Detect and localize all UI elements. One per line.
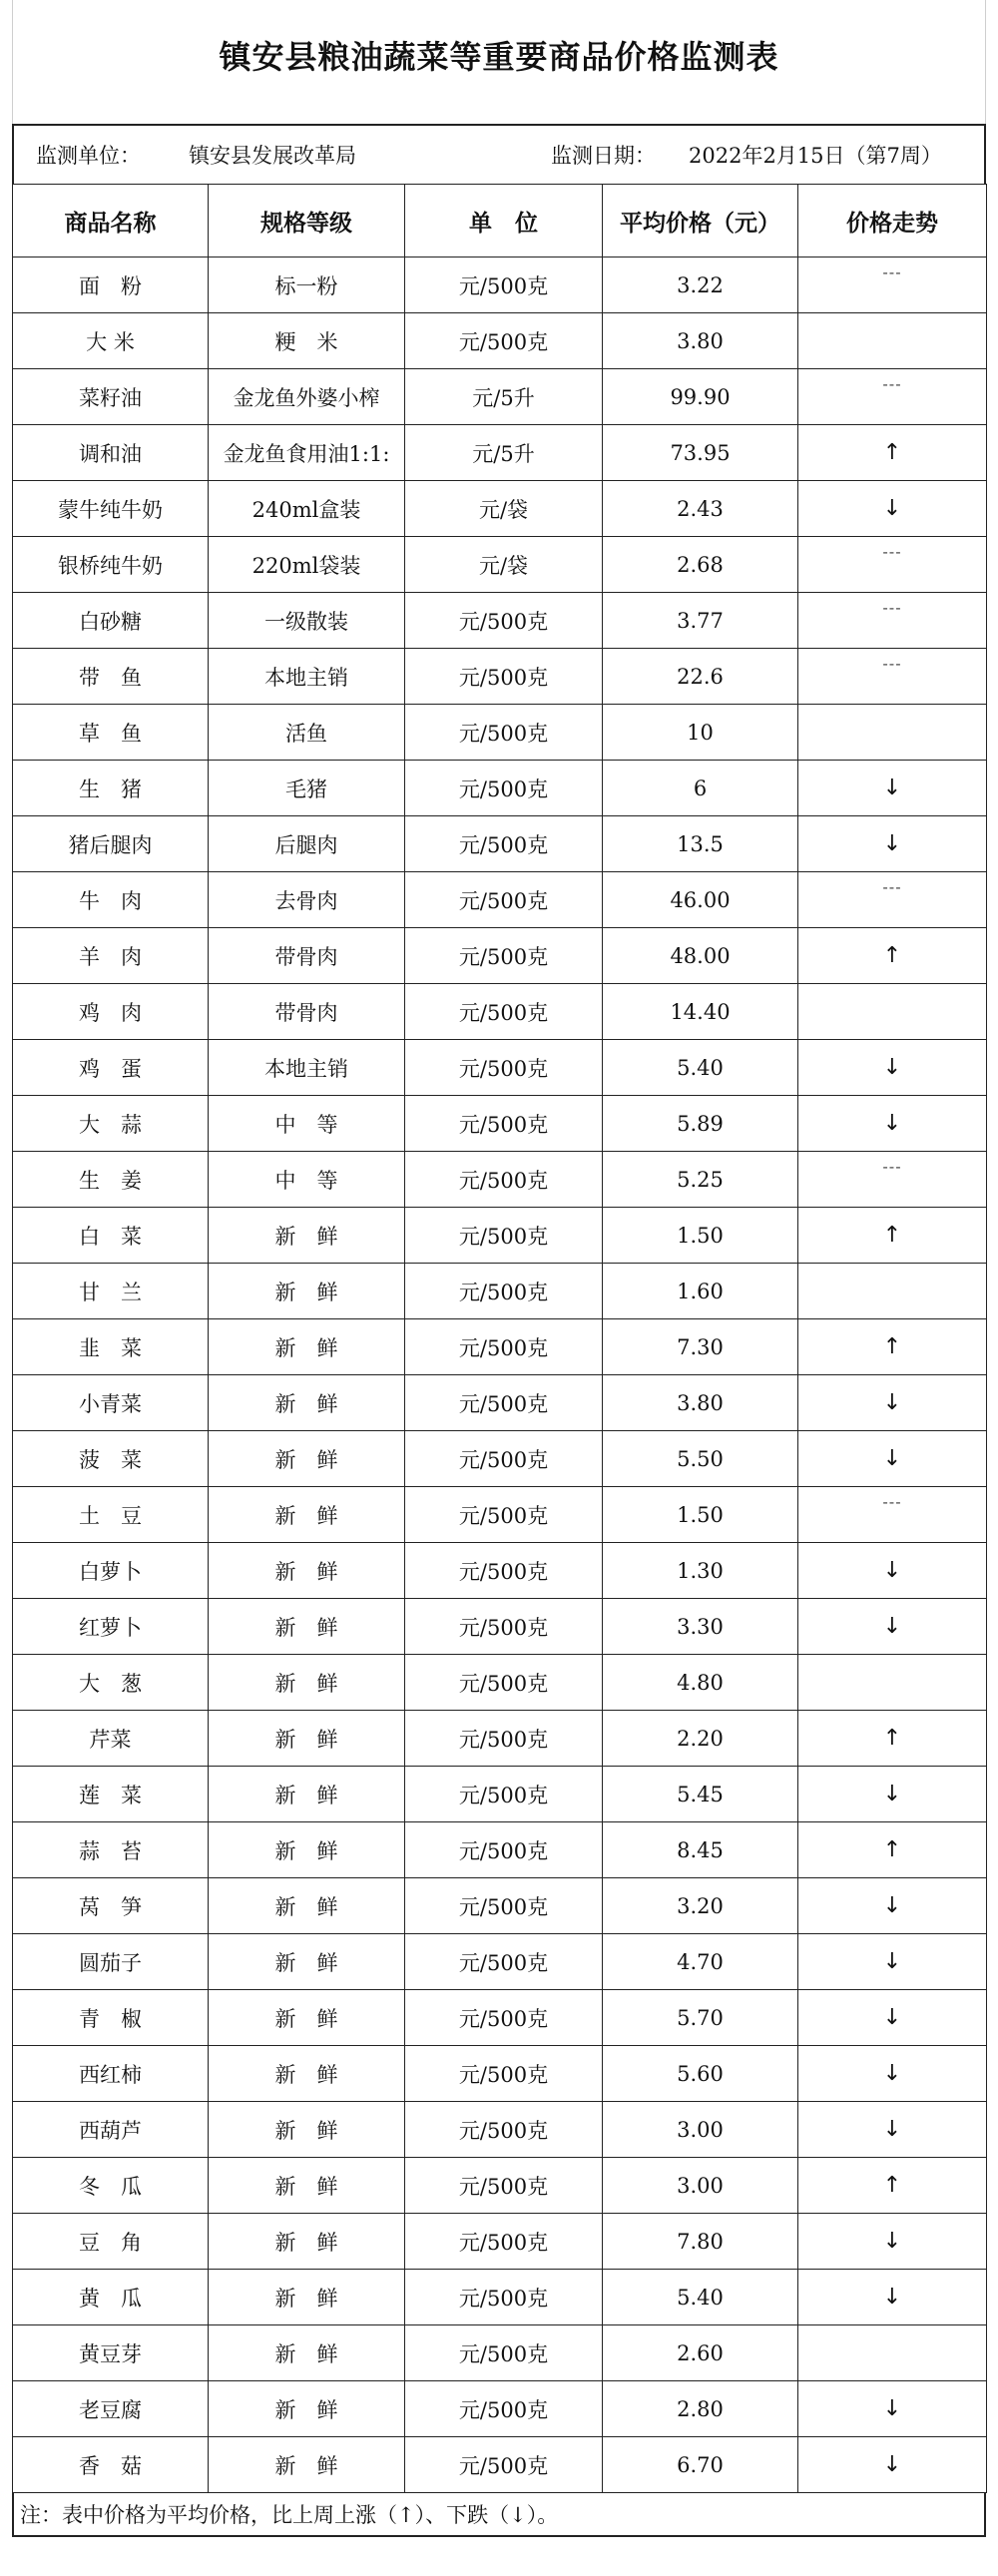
spec-cell: 新 鲜 bbox=[209, 1990, 405, 2046]
unit-cell: 元/500克 bbox=[405, 2046, 603, 2102]
trend-cell bbox=[798, 1543, 987, 1599]
dash-mark: --- bbox=[882, 543, 902, 561]
table-row bbox=[13, 481, 987, 537]
item-name-cell: 韭 菜 bbox=[13, 1319, 209, 1375]
price-cell: 1.30 bbox=[603, 1543, 798, 1599]
trend-cell bbox=[798, 1208, 987, 1264]
table-row bbox=[13, 1319, 987, 1375]
table-row bbox=[13, 761, 987, 816]
arrow-down-icon: ↓ bbox=[882, 1782, 902, 1806]
trend-cell bbox=[798, 1822, 987, 1878]
item-name-cell: 老豆腐 bbox=[13, 2381, 209, 2437]
item-name-cell: 白 菜 bbox=[13, 1208, 209, 1264]
trend-cell bbox=[798, 705, 987, 761]
price-cell: 5.60 bbox=[603, 2046, 798, 2102]
price-cell: 46.00 bbox=[603, 872, 798, 928]
table-row bbox=[13, 1990, 987, 2046]
unit-cell: 元/500克 bbox=[405, 1487, 603, 1543]
trend-cell bbox=[798, 872, 987, 928]
spec-cell: 活鱼 bbox=[209, 705, 405, 761]
price-cell: 48.00 bbox=[603, 928, 798, 984]
dash-mark: --- bbox=[882, 655, 902, 673]
arrow-up-icon: ↑ bbox=[882, 440, 902, 465]
item-name-cell: 带 鱼 bbox=[13, 649, 209, 705]
item-name-cell: 西葫芦 bbox=[13, 2102, 209, 2158]
trend-cell bbox=[798, 1431, 987, 1487]
unit-cell: 元/500克 bbox=[405, 2437, 603, 2493]
item-name-cell: 蒙牛纯牛奶 bbox=[13, 481, 209, 537]
spec-cell: 新 鲜 bbox=[209, 2214, 405, 2270]
spec-cell: 新 鲜 bbox=[209, 1767, 405, 1822]
item-name-cell: 芹菜 bbox=[13, 1711, 209, 1767]
arrow-down-icon: ↓ bbox=[882, 1614, 902, 1639]
arrow-down-icon: ↓ bbox=[882, 831, 902, 856]
trend-cell bbox=[798, 816, 987, 872]
price-cell: 3.20 bbox=[603, 1878, 798, 1934]
price-cell: 3.30 bbox=[603, 1599, 798, 1655]
arrow-down-icon: ↓ bbox=[882, 1949, 902, 1974]
spec-cell: 新 鲜 bbox=[209, 1375, 405, 1431]
table-row bbox=[13, 369, 987, 425]
spec-cell: 新 鲜 bbox=[209, 1431, 405, 1487]
price-cell: 13.5 bbox=[603, 816, 798, 872]
unit-cell: 元/500克 bbox=[405, 2325, 603, 2381]
trend-cell bbox=[798, 2270, 987, 2325]
unit-value: 镇安县发展改革局 bbox=[189, 144, 356, 168]
unit-cell: 元/500克 bbox=[405, 1934, 603, 1990]
spec-cell: 新 鲜 bbox=[209, 1934, 405, 1990]
trend-cell bbox=[798, 1152, 987, 1208]
spec-cell: 后腿肉 bbox=[209, 816, 405, 872]
spec-cell: 带骨肉 bbox=[209, 928, 405, 984]
price-cell: 1.50 bbox=[603, 1208, 798, 1264]
price-cell: 99.90 bbox=[603, 369, 798, 425]
spec-cell: 一级散装 bbox=[209, 593, 405, 649]
unit-cell: 元/500克 bbox=[405, 1543, 603, 1599]
spec-cell: 新 鲜 bbox=[209, 1878, 405, 1934]
table-row bbox=[13, 1878, 987, 1934]
spec-cell: 新 鲜 bbox=[209, 1822, 405, 1878]
price-cell: 4.70 bbox=[603, 1934, 798, 1990]
trend-cell bbox=[798, 2381, 987, 2437]
trend-cell bbox=[798, 1040, 987, 1096]
item-name-cell: 大 米 bbox=[13, 313, 209, 369]
spec-cell: 新 鲜 bbox=[209, 1487, 405, 1543]
price-cell: 73.95 bbox=[603, 425, 798, 481]
date-label: 监测日期： bbox=[551, 144, 656, 168]
unit-cell: 元/500克 bbox=[405, 1319, 603, 1375]
table-row bbox=[13, 1822, 987, 1878]
spec-cell: 本地主销 bbox=[209, 649, 405, 705]
trend-cell bbox=[798, 2437, 987, 2493]
price-sheet bbox=[12, 0, 986, 2537]
spec-cell: 金龙鱼外婆小榨 bbox=[209, 369, 405, 425]
price-cell: 8.45 bbox=[603, 1822, 798, 1878]
table-row bbox=[13, 1487, 987, 1543]
price-cell: 6 bbox=[603, 761, 798, 816]
footnote: 注：表中价格为平均价格，比上周上涨（↑）、下跌（↓）。 bbox=[12, 2493, 986, 2537]
unit-cell: 元/500克 bbox=[405, 2214, 603, 2270]
price-cell: 6.70 bbox=[603, 2437, 798, 2493]
item-name-cell: 大 葱 bbox=[13, 1655, 209, 1711]
item-name-cell: 圆茄子 bbox=[13, 1934, 209, 1990]
arrow-down-icon: ↓ bbox=[882, 2396, 902, 2421]
spec-cell: 220ml袋装 bbox=[209, 537, 405, 593]
spec-cell: 新 鲜 bbox=[209, 1208, 405, 1264]
item-name-cell: 面 粉 bbox=[13, 258, 209, 313]
trend-cell bbox=[798, 1934, 987, 1990]
item-name-cell: 香 菇 bbox=[13, 2437, 209, 2493]
spec-cell: 新 鲜 bbox=[209, 1543, 405, 1599]
price-cell: 3.80 bbox=[603, 1375, 798, 1431]
price-cell: 2.20 bbox=[603, 1711, 798, 1767]
price-cell: 5.50 bbox=[603, 1431, 798, 1487]
unit-cell: 元/500克 bbox=[405, 1096, 603, 1152]
price-cell: 2.43 bbox=[603, 481, 798, 537]
unit-cell: 元/500克 bbox=[405, 649, 603, 705]
table-row bbox=[13, 313, 987, 369]
price-cell: 14.40 bbox=[603, 984, 798, 1040]
arrow-down-icon: ↓ bbox=[882, 2229, 902, 2254]
table-row bbox=[13, 1767, 987, 1822]
arrow-down-icon: ↓ bbox=[882, 1446, 902, 1471]
trend-cell bbox=[798, 258, 987, 313]
item-name-cell: 蒜 苔 bbox=[13, 1822, 209, 1878]
unit-cell: 元/500克 bbox=[405, 761, 603, 816]
unit-cell: 元/500克 bbox=[405, 2158, 603, 2214]
spec-cell: 240ml盒装 bbox=[209, 481, 405, 537]
spec-cell: 新 鲜 bbox=[209, 2381, 405, 2437]
price-cell: 5.45 bbox=[603, 1767, 798, 1822]
item-name-cell: 银桥纯牛奶 bbox=[13, 537, 209, 593]
table-row bbox=[13, 872, 987, 928]
header-unit: 单 位 bbox=[405, 185, 603, 258]
header-trend: 价格走势 bbox=[798, 185, 987, 258]
price-cell: 10 bbox=[603, 705, 798, 761]
price-cell: 3.80 bbox=[603, 313, 798, 369]
table-row bbox=[13, 1655, 987, 1711]
table-row bbox=[13, 1096, 987, 1152]
trend-cell bbox=[798, 1487, 987, 1543]
item-name-cell: 土 豆 bbox=[13, 1487, 209, 1543]
unit-cell: 元/500克 bbox=[405, 1040, 603, 1096]
trend-cell bbox=[798, 1767, 987, 1822]
header-row bbox=[13, 185, 987, 258]
header-name: 商品名称 bbox=[13, 185, 209, 258]
item-name-cell: 生 姜 bbox=[13, 1152, 209, 1208]
spec-cell: 毛猪 bbox=[209, 761, 405, 816]
table-row bbox=[13, 258, 987, 313]
price-cell: 7.30 bbox=[603, 1319, 798, 1375]
unit-cell: 元/500克 bbox=[405, 984, 603, 1040]
info-bar bbox=[12, 124, 986, 184]
unit-cell: 元/500克 bbox=[405, 1264, 603, 1319]
item-name-cell: 黄豆芽 bbox=[13, 2325, 209, 2381]
spec-cell: 新 鲜 bbox=[209, 1711, 405, 1767]
table-row bbox=[13, 2214, 987, 2270]
item-name-cell: 莴 笋 bbox=[13, 1878, 209, 1934]
table-row bbox=[13, 1431, 987, 1487]
trend-cell bbox=[798, 2325, 987, 2381]
trend-cell bbox=[798, 1375, 987, 1431]
arrow-down-icon: ↓ bbox=[882, 1390, 902, 1415]
unit-cell: 元/袋 bbox=[405, 481, 603, 537]
price-cell: 2.80 bbox=[603, 2381, 798, 2437]
price-cell: 2.68 bbox=[603, 537, 798, 593]
unit-cell: 元/500克 bbox=[405, 816, 603, 872]
unit-cell: 元/500克 bbox=[405, 1990, 603, 2046]
dash-mark: --- bbox=[882, 375, 902, 393]
trend-cell bbox=[798, 1655, 987, 1711]
item-name-cell: 牛 肉 bbox=[13, 872, 209, 928]
spec-cell: 粳 米 bbox=[209, 313, 405, 369]
dash-mark: --- bbox=[882, 878, 902, 896]
arrow-down-icon: ↓ bbox=[882, 2452, 902, 2477]
item-name-cell: 鸡 蛋 bbox=[13, 1040, 209, 1096]
unit-cell: 元/500克 bbox=[405, 872, 603, 928]
unit-cell: 元/500克 bbox=[405, 1375, 603, 1431]
table-body bbox=[13, 258, 987, 2493]
dash-mark: --- bbox=[882, 263, 902, 281]
date-value: 2022年2月15日（第7周） bbox=[689, 144, 942, 168]
unit-cell: 元/5升 bbox=[405, 369, 603, 425]
table-row bbox=[13, 649, 987, 705]
item-name-cell: 菠 菜 bbox=[13, 1431, 209, 1487]
page-title: 镇安县粮油蔬菜等重要商品价格监测表 bbox=[12, 0, 986, 110]
trend-cell bbox=[798, 537, 987, 593]
item-name-cell: 小青菜 bbox=[13, 1375, 209, 1431]
price-cell: 5.40 bbox=[603, 2270, 798, 2325]
arrow-down-icon: ↓ bbox=[882, 775, 902, 800]
item-name-cell: 甘 兰 bbox=[13, 1264, 209, 1319]
table-row bbox=[13, 1934, 987, 1990]
unit-cell: 元/500克 bbox=[405, 593, 603, 649]
spec-cell: 去骨肉 bbox=[209, 872, 405, 928]
item-name-cell: 冬 瓜 bbox=[13, 2158, 209, 2214]
arrow-down-icon: ↓ bbox=[882, 1558, 902, 1583]
unit-cell: 元/500克 bbox=[405, 705, 603, 761]
price-cell: 5.70 bbox=[603, 1990, 798, 2046]
table-row bbox=[13, 1375, 987, 1431]
item-name-cell: 西红柿 bbox=[13, 2046, 209, 2102]
trend-cell bbox=[798, 761, 987, 816]
dash-mark: --- bbox=[882, 1158, 902, 1176]
dash-mark: --- bbox=[882, 1493, 902, 1511]
price-cell: 5.89 bbox=[603, 1096, 798, 1152]
table-row bbox=[13, 1711, 987, 1767]
arrow-up-icon: ↑ bbox=[882, 1334, 902, 1359]
table-row bbox=[13, 593, 987, 649]
unit-cell: 元/500克 bbox=[405, 2270, 603, 2325]
item-name-cell: 红萝卜 bbox=[13, 1599, 209, 1655]
table-row bbox=[13, 1599, 987, 1655]
trend-cell bbox=[798, 425, 987, 481]
arrow-up-icon: ↑ bbox=[882, 1726, 902, 1751]
spec-cell: 新 鲜 bbox=[209, 2046, 405, 2102]
arrow-up-icon: ↑ bbox=[882, 1837, 902, 1862]
spec-cell: 新 鲜 bbox=[209, 2102, 405, 2158]
trend-cell bbox=[798, 2046, 987, 2102]
item-name-cell: 菜籽油 bbox=[13, 369, 209, 425]
unit-cell: 元/500克 bbox=[405, 1431, 603, 1487]
table-row bbox=[13, 425, 987, 481]
spec-cell: 金龙鱼食用油1:1: bbox=[209, 425, 405, 481]
trend-cell bbox=[798, 2158, 987, 2214]
unit-cell: 元/500克 bbox=[405, 2381, 603, 2437]
table-row bbox=[13, 816, 987, 872]
item-name-cell: 猪后腿肉 bbox=[13, 816, 209, 872]
unit-label: 监测单位： bbox=[36, 144, 141, 168]
unit-cell: 元/500克 bbox=[405, 1767, 603, 1822]
price-cell: 3.00 bbox=[603, 2158, 798, 2214]
trend-cell bbox=[798, 1264, 987, 1319]
table-row bbox=[13, 2046, 987, 2102]
table-row bbox=[13, 2437, 987, 2493]
item-name-cell: 大 蒜 bbox=[13, 1096, 209, 1152]
unit-cell: 元/500克 bbox=[405, 1878, 603, 1934]
table-row bbox=[13, 1264, 987, 1319]
trend-cell bbox=[798, 984, 987, 1040]
spec-cell: 中 等 bbox=[209, 1152, 405, 1208]
item-name-cell: 生 猪 bbox=[13, 761, 209, 816]
spec-cell: 新 鲜 bbox=[209, 1655, 405, 1711]
table-row bbox=[13, 537, 987, 593]
spec-cell: 新 鲜 bbox=[209, 2325, 405, 2381]
item-name-cell: 莲 菜 bbox=[13, 1767, 209, 1822]
arrow-up-icon: ↑ bbox=[882, 2173, 902, 2198]
header-spec: 规格等级 bbox=[209, 185, 405, 258]
table-row bbox=[13, 2325, 987, 2381]
price-cell: 4.80 bbox=[603, 1655, 798, 1711]
arrow-down-icon: ↓ bbox=[882, 1111, 902, 1136]
item-name-cell: 黄 瓜 bbox=[13, 2270, 209, 2325]
dash-mark: --- bbox=[882, 599, 902, 617]
header-price: 平均价格（元） bbox=[603, 185, 798, 258]
table-row bbox=[13, 2270, 987, 2325]
price-table bbox=[12, 184, 987, 2493]
trend-cell bbox=[798, 593, 987, 649]
unit-cell: 元/500克 bbox=[405, 313, 603, 369]
spec-cell: 新 鲜 bbox=[209, 1599, 405, 1655]
item-name-cell: 青 椒 bbox=[13, 1990, 209, 2046]
item-name-cell: 调和油 bbox=[13, 425, 209, 481]
spec-cell: 标一粉 bbox=[209, 258, 405, 313]
item-name-cell: 白萝卜 bbox=[13, 1543, 209, 1599]
spec-cell: 新 鲜 bbox=[209, 1264, 405, 1319]
unit-cell: 元/500克 bbox=[405, 1711, 603, 1767]
unit-cell: 元/500克 bbox=[405, 1655, 603, 1711]
price-cell: 3.22 bbox=[603, 258, 798, 313]
item-name-cell: 草 鱼 bbox=[13, 705, 209, 761]
spec-cell: 新 鲜 bbox=[209, 2437, 405, 2493]
unit-cell: 元/500克 bbox=[405, 1152, 603, 1208]
price-cell: 5.25 bbox=[603, 1152, 798, 1208]
unit-cell: 元/5升 bbox=[405, 425, 603, 481]
trend-cell bbox=[798, 1878, 987, 1934]
spec-cell: 新 鲜 bbox=[209, 2270, 405, 2325]
table-row bbox=[13, 984, 987, 1040]
price-cell: 2.60 bbox=[603, 2325, 798, 2381]
spec-cell: 本地主销 bbox=[209, 1040, 405, 1096]
table-row bbox=[13, 705, 987, 761]
trend-cell bbox=[798, 481, 987, 537]
trend-cell bbox=[798, 2214, 987, 2270]
price-cell: 1.50 bbox=[603, 1487, 798, 1543]
trend-cell bbox=[798, 369, 987, 425]
trend-cell bbox=[798, 1711, 987, 1767]
unit-cell: 元/袋 bbox=[405, 537, 603, 593]
spec-cell: 新 鲜 bbox=[209, 2158, 405, 2214]
item-name-cell: 豆 角 bbox=[13, 2214, 209, 2270]
arrow-down-icon: ↓ bbox=[882, 1893, 902, 1918]
price-cell: 7.80 bbox=[603, 2214, 798, 2270]
trend-cell bbox=[798, 928, 987, 984]
spec-cell: 带骨肉 bbox=[209, 984, 405, 1040]
table-row bbox=[13, 1208, 987, 1264]
trend-cell bbox=[798, 1599, 987, 1655]
arrow-down-icon: ↓ bbox=[882, 496, 902, 521]
spec-cell: 新 鲜 bbox=[209, 1319, 405, 1375]
arrow-down-icon: ↓ bbox=[882, 2285, 902, 2310]
item-name-cell: 羊 肉 bbox=[13, 928, 209, 984]
table-row bbox=[13, 2158, 987, 2214]
price-cell: 3.00 bbox=[603, 2102, 798, 2158]
table-row bbox=[13, 1543, 987, 1599]
unit-cell: 元/500克 bbox=[405, 2102, 603, 2158]
table-row bbox=[13, 2381, 987, 2437]
arrow-down-icon: ↓ bbox=[882, 2005, 902, 2030]
arrow-down-icon: ↓ bbox=[882, 2117, 902, 2142]
table-row bbox=[13, 1040, 987, 1096]
price-cell: 22.6 bbox=[603, 649, 798, 705]
table-row bbox=[13, 2102, 987, 2158]
spec-cell: 中 等 bbox=[209, 1096, 405, 1152]
trend-cell bbox=[798, 1096, 987, 1152]
spacer bbox=[12, 110, 986, 124]
unit-cell: 元/500克 bbox=[405, 1208, 603, 1264]
item-name-cell: 白砂糖 bbox=[13, 593, 209, 649]
unit-cell: 元/500克 bbox=[405, 928, 603, 984]
arrow-down-icon: ↓ bbox=[882, 1055, 902, 1080]
arrow-up-icon: ↑ bbox=[882, 943, 902, 968]
item-name-cell: 鸡 肉 bbox=[13, 984, 209, 1040]
price-cell: 5.40 bbox=[603, 1040, 798, 1096]
price-cell: 1.60 bbox=[603, 1264, 798, 1319]
unit-cell: 元/500克 bbox=[405, 1822, 603, 1878]
unit-cell: 元/500克 bbox=[405, 1599, 603, 1655]
trend-cell bbox=[798, 649, 987, 705]
trend-cell bbox=[798, 1319, 987, 1375]
trend-cell bbox=[798, 2102, 987, 2158]
table-row bbox=[13, 1152, 987, 1208]
unit-cell: 元/500克 bbox=[405, 258, 603, 313]
trend-cell bbox=[798, 313, 987, 369]
arrow-down-icon: ↓ bbox=[882, 2061, 902, 2086]
price-cell: 3.77 bbox=[603, 593, 798, 649]
arrow-up-icon: ↑ bbox=[882, 1223, 902, 1248]
trend-cell bbox=[798, 1990, 987, 2046]
table-row bbox=[13, 928, 987, 984]
